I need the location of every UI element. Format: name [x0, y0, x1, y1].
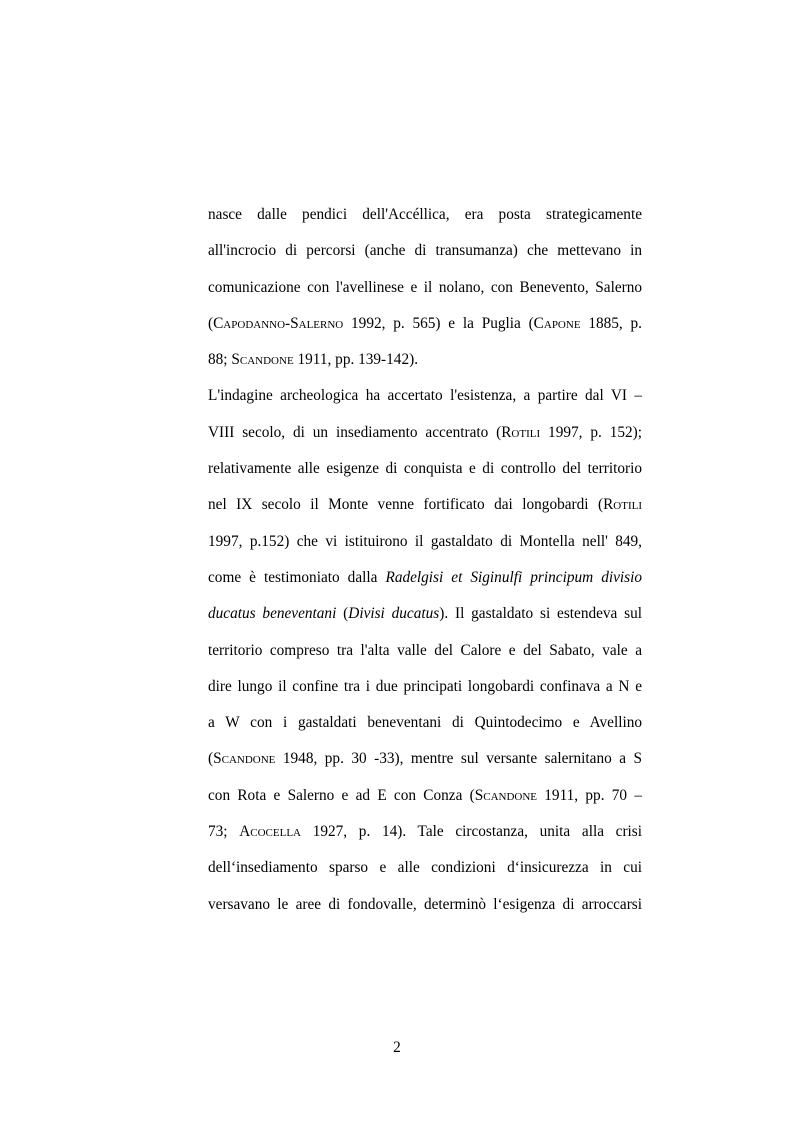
text-line [208, 238, 642, 274]
text-line [208, 674, 642, 710]
text-line [208, 892, 642, 928]
text-line [208, 565, 642, 601]
text-line [208, 746, 642, 782]
text-line [208, 638, 642, 674]
text-line [208, 456, 642, 492]
text-segment: L'indagine archeologica ha accertato l'esistenza, a partire dal VI – [208, 387, 642, 405]
italic-title: Radelgisi et Siginulfi principum divisio [385, 568, 642, 586]
text-segment: versavano le aree di fondovalle, determinò l‘esigenza di arroccarsi [208, 895, 642, 913]
text-line [208, 710, 642, 746]
text-segment: nel IX secolo il Monte venne fortificato dai longobardi ( [208, 496, 604, 514]
text-segment: ). Il gastaldato si estendeva sul [439, 605, 643, 623]
text-line [208, 275, 642, 311]
text-segment: 1885, p. [580, 314, 642, 332]
text-segment: 1992, p. 565) e la Puglia ( [343, 314, 534, 332]
text-segment: 1948, pp. 30 -33), mentre sul versante salernitano a S [275, 750, 642, 768]
text-line [208, 420, 642, 456]
text-segment: 73; [208, 823, 240, 841]
text-segment: nasce dalle pendici dell'Accéllica, era posta strategicamente [208, 206, 642, 223]
text-segment: 1911, pp. 139-142). [293, 351, 419, 369]
text-line [208, 819, 642, 855]
text-segment: VIII secolo, di un insediamento accentrato ( [208, 423, 502, 441]
page-number: 2 [393, 1039, 401, 1056]
citation-author: Scandone [231, 351, 294, 369]
text-segment: dire lungo il confine tra i due principati longobardi confinava a N e [208, 677, 642, 695]
text-segment: 1911, pp. 70 – [537, 786, 642, 804]
text-line [208, 783, 642, 819]
text-segment: 88; [208, 351, 232, 369]
text-segment: dell‘insediamento sparso e alle condizioni d‘insicurezza in cui [208, 859, 642, 877]
text-segment: 1927, p. 14). Tale circostanza, unita alla crisi [301, 823, 642, 841]
citation-author: Rotili [603, 496, 642, 514]
citation-author: Capodanno-Salerno [213, 314, 344, 332]
citation-author: Acocella [239, 823, 302, 841]
italic-title: ducatus beneventani [208, 605, 337, 623]
page-body-text [208, 202, 642, 928]
text-segment: ( [336, 605, 349, 623]
text-line [208, 311, 642, 347]
text-segment: ( [208, 750, 214, 768]
text-line [208, 492, 642, 528]
text-segment: come è testimoniato dalla [208, 568, 386, 586]
text-line [208, 855, 642, 891]
italic-title: Divisi ducatus [348, 605, 440, 623]
citation-author: Rotili [501, 423, 541, 441]
text-line [208, 347, 642, 383]
citation-author: Capone [533, 314, 581, 332]
text-line [208, 529, 642, 565]
text-line [208, 601, 642, 637]
text-segment: all'incrocio di percorsi (anche di transumanza) che mettevano in [208, 242, 642, 260]
citation-author: Scandone [474, 786, 538, 804]
citation-author: Scandone [213, 750, 276, 768]
text-segment: 1997, p.152) che vi istituirono il gastaldato di Montella nell' 849, [208, 532, 642, 550]
text-segment: ( [208, 314, 214, 332]
text-segment: relativamente alle esigenze di conquista e di controllo del territorio [208, 460, 642, 478]
text-segment: territorio compreso tra l'alta valle del Calore e del Sabato, vale a [208, 641, 642, 659]
text-segment: comunicazione con l'avellinese e il nolano, con Benevento, Salerno [208, 278, 642, 296]
text-line [208, 202, 642, 238]
text-segment: a W con i gastaldati beneventani di Quintodecimo e Avellino [208, 714, 642, 732]
text-segment: 1997, p. 152); [540, 423, 642, 441]
text-line [208, 383, 642, 419]
text-segment: con Rota e Salerno e ad E con Conza ( [208, 786, 475, 804]
